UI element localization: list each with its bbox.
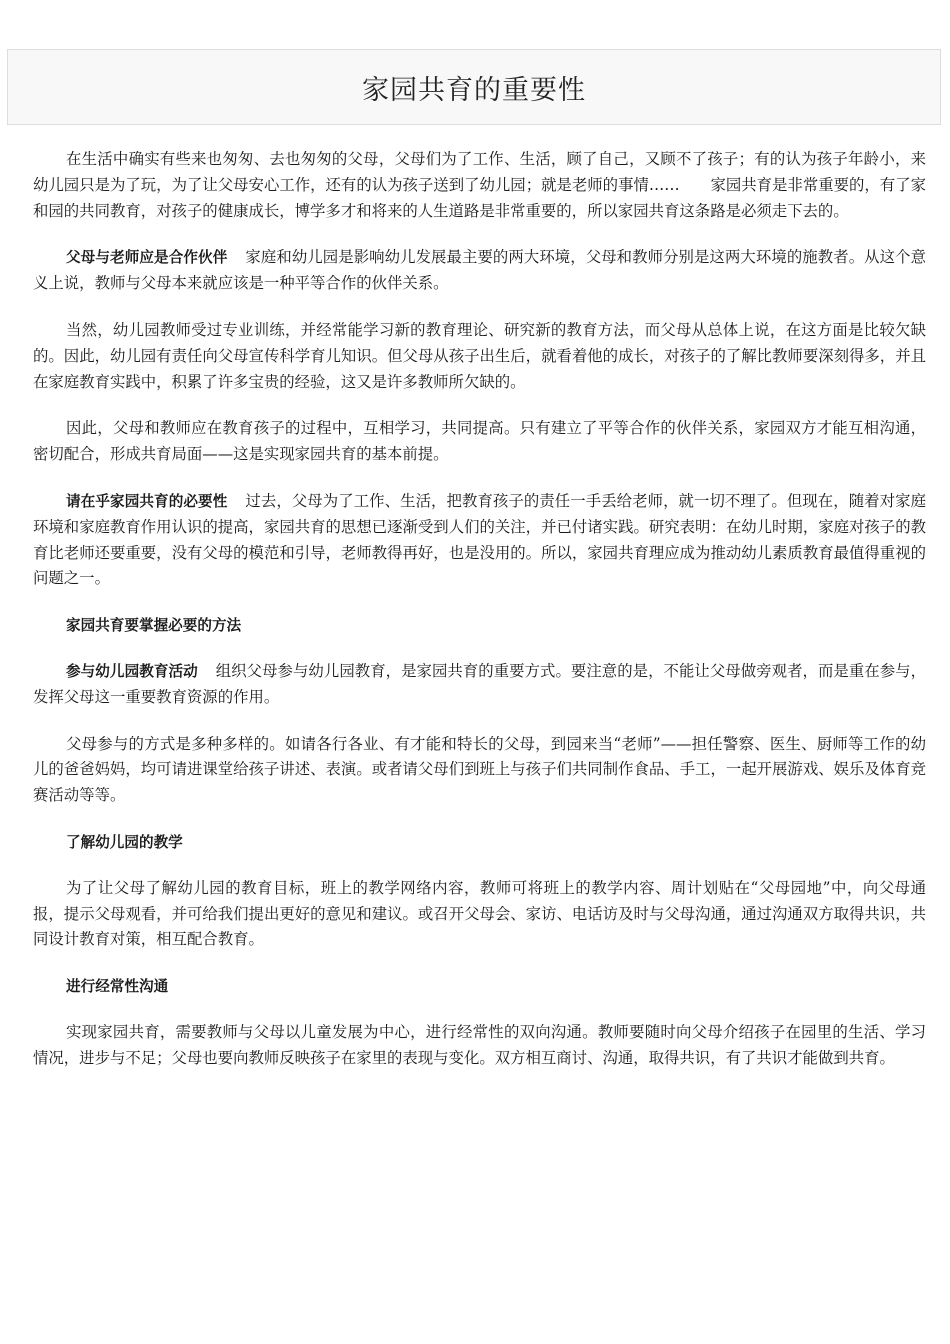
- paragraph-text: 过去，父母为了工作、生活，把教育孩子的责任一手丢给老师，就一切不理了。但现在，随着对家庭环境和家庭教育作用认识的提高，家园共育的思想已逐渐受到人们的关注，并已付诸实践。研究表明：在幼儿时期，家庭对孩子的教育比老师还要重要，没有父母的模范和引导，老师教得再好，也是没用的。所以，家园共育理应成为推动幼儿素质教育最值得重视的问题之一。: [33, 491, 926, 588]
- paragraph-text: 在生活中确实有些来也匆匆、去也匆匆的父母，父母们为了工作、生活，顾了自己，又顾不了孩子；有的认为孩子年龄小，来幼儿园只是为了玩，为了让父母安心工作，还有的认为孩子送到了幼儿园；就是老师的事情…… 家园共育是非常重要的，有了家和园的共同教育，对孩子的健康成长，博学多才和将来的人生道路是非常重要的，所以家园共育这条路是必须走下去的。: [33, 150, 926, 220]
- paragraph-text: 为了让父母了解幼儿园的教育目标，班上的教学网络内容，教师可将班上的教学内容、周计划贴在“父母园地”中，向父母通报，提示父母观看，并可给我们提出更好的意见和建议。或召开父母会、家访、电话访及时与父母沟通，通过沟通双方取得共识，共同设计教育对策，相互配合教育。: [33, 878, 926, 949]
- section-heading: [33, 613, 926, 639]
- title-banner: [7, 49, 941, 125]
- paragraph-text: 家庭和幼儿园是影响幼儿发展最主要的两大环境，父母和教师分别是这两大环境的施教者。从这个意义上说，教师与父母本来就应该是一种平等合作的伙伴关系。: [33, 248, 926, 293]
- paragraph-lead: 家园共育要掌握必要的方法: [66, 617, 242, 635]
- paragraph-lead: 父母与老师应是合作伙伴: [66, 249, 228, 267]
- section-heading: [33, 830, 926, 856]
- paragraph: [33, 1020, 926, 1072]
- paragraph-text: 当然，幼儿园教师受过专业训练，并经常能学习新的教育理论、研究新的教育方法，而父母从总体上说，在这方面是比较欠缺的。因此，幼儿园有责任向父母宣传科学育儿知识。但父母从孩子出生后，就看着他的成长，对孩子的了解比教师要深刻得多，并且在家庭教育实践中，积累了许多宝贵的经验，这又是许多教师所欠缺的。: [33, 320, 926, 391]
- paragraph-text: 组织父母参与幼儿园教育，是家园共育的重要方式。要注意的是，不能让父母做旁观者，而是重在参与，发挥父母这一重要教育资源的作用。: [33, 661, 926, 706]
- page-title: 家园共育的重要性: [362, 74, 586, 106]
- paragraph-lead: 了解幼儿园的教学: [66, 833, 183, 851]
- paragraph-text: 父母参与的方式是多种多样的。如请各行各业、有才能和特长的父母，到园来当“老师”——担任警察、医生、厨师等工作的幼儿的爸爸妈妈，均可请进课堂给孩子讲述、表演。或者请父母们到班上与孩子们共同制作食品、手工，一起开展游戏、娱乐及体育竞赛活动等等。: [33, 734, 926, 805]
- paragraph-text: 因此，父母和教师应在教育孩子的过程中，互相学习，共同提高。只有建立了平等合作的伙伴关系，家园双方才能互相沟通，密切配合，形成共育局面——这是实现家园共育的基本前提。: [33, 419, 926, 464]
- section-heading: [33, 974, 926, 1000]
- article-body: [33, 147, 926, 1093]
- paragraph-lead: 参与幼儿园教育活动: [66, 662, 198, 680]
- paragraph: [33, 876, 926, 953]
- paragraph: [33, 147, 926, 224]
- paragraph: [33, 489, 926, 592]
- paragraph: [33, 318, 926, 395]
- paragraph: [33, 416, 926, 468]
- paragraph-text: 实现家园共育，需要教师与父母以儿童发展为中心，进行经常性的双向沟通。教师要随时向父母介绍孩子在园里的生活、学习情况，进步与不足；父母也要向教师反映孩子在家里的表现与变化。双方相互商讨、沟通，取得共识，有了共识才能做到共育。: [33, 1022, 926, 1067]
- paragraph-lead: 请在乎家园共育的必要性: [66, 492, 228, 510]
- paragraph: [33, 659, 926, 711]
- paragraph: [33, 245, 926, 297]
- paragraph-lead: 进行经常性沟通: [66, 978, 169, 996]
- paragraph: [33, 732, 926, 809]
